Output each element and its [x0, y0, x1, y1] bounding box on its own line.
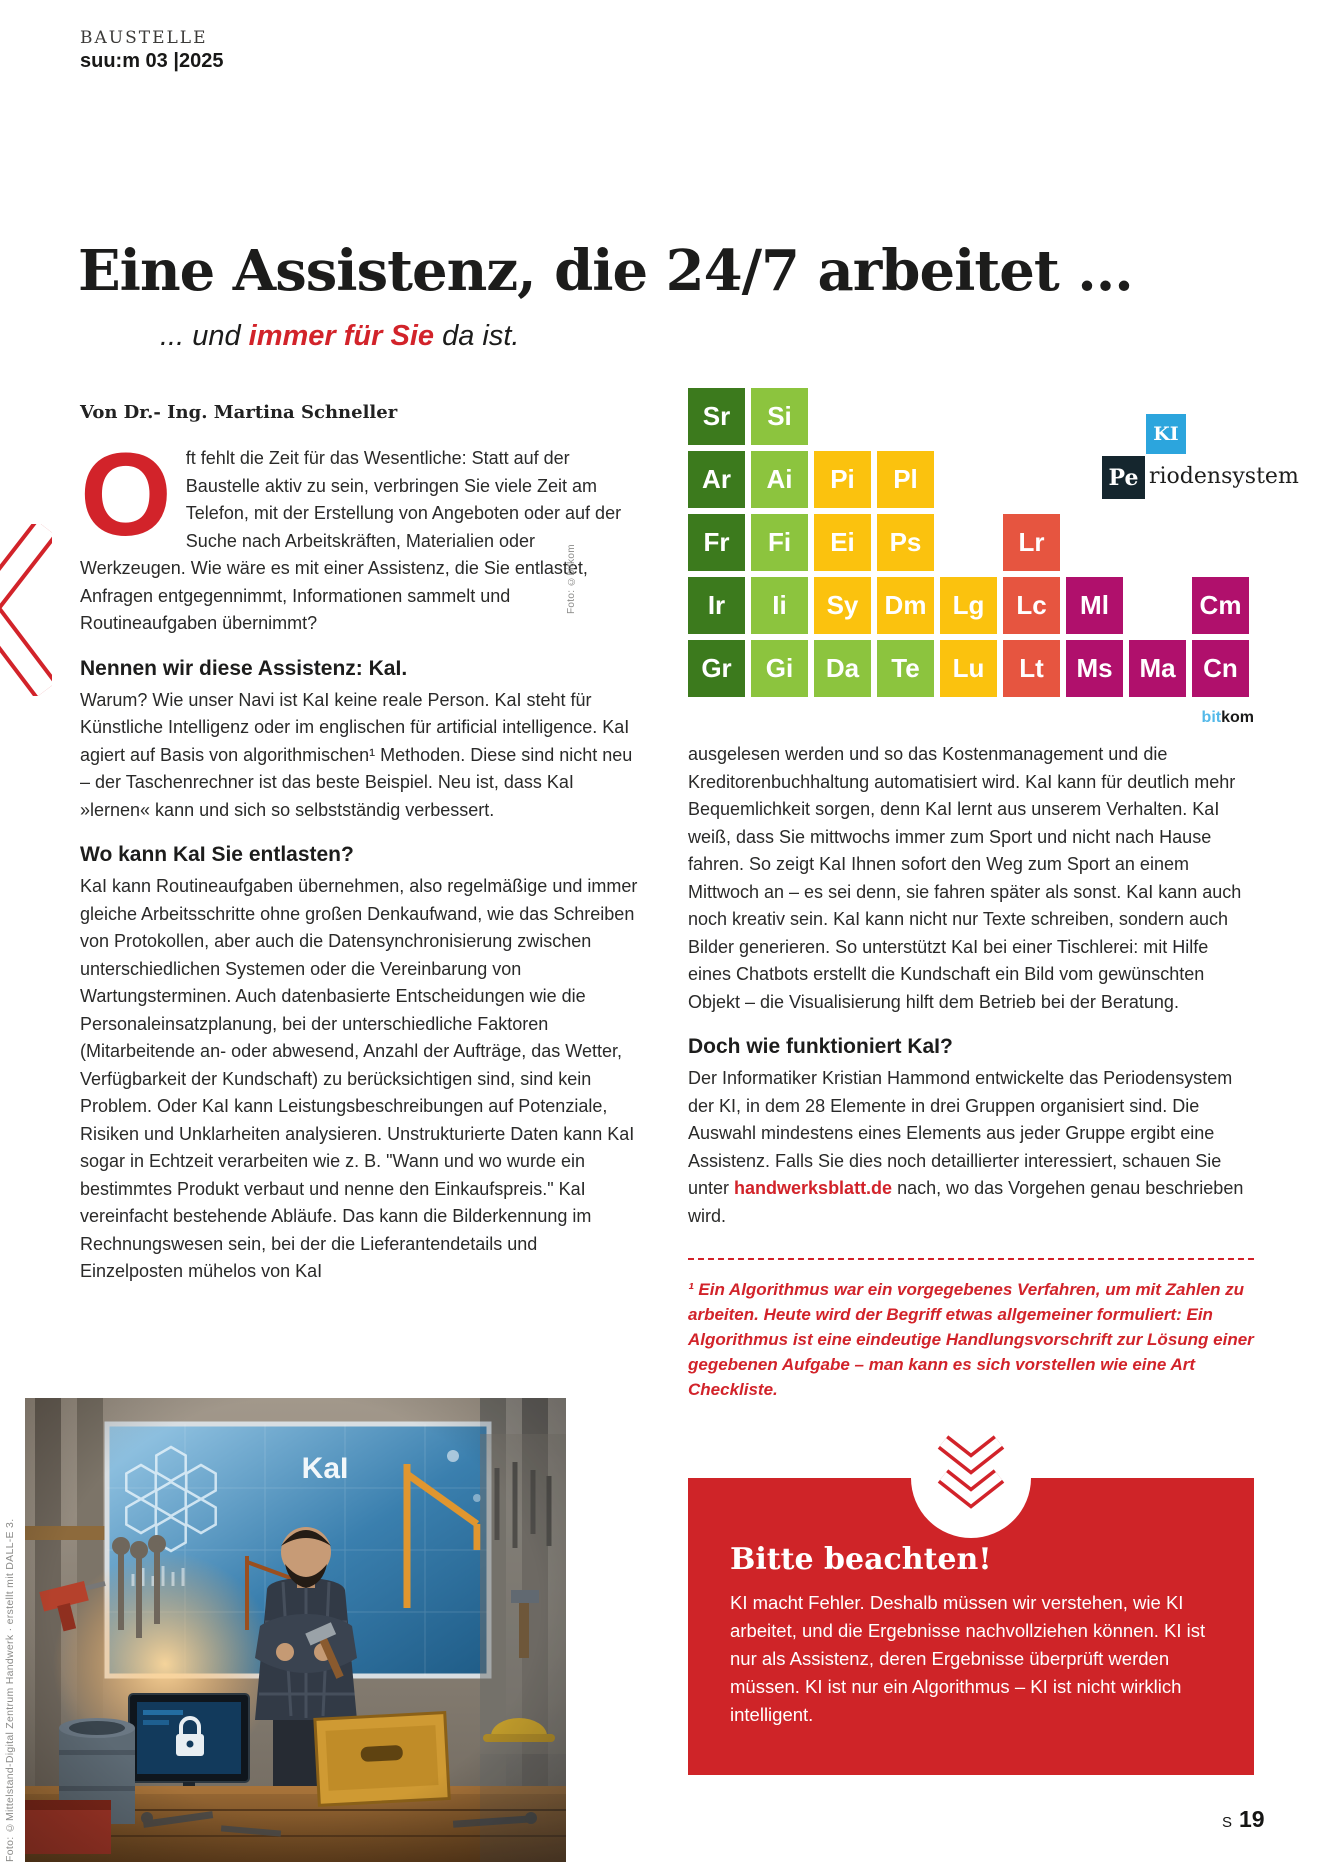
pt-cell-Lr: Lr [1003, 514, 1060, 571]
ki-logo-tile: KI [1146, 414, 1186, 454]
pt-cell-Gr: Gr [688, 640, 745, 697]
funktion-text-after: nach, wo das Vorgehen genau beschrieben wird. [688, 1178, 1244, 1226]
handwerksblatt-link[interactable]: handwerksblatt.de [734, 1178, 893, 1198]
pt-cell-Ir: Ir [688, 577, 745, 634]
workshop-illustration [25, 1398, 566, 1862]
footnote: ¹ Ein Algorithmus war ein vorgegebenes Verfahren, um mit Zahlen zu arbeiten. Heute wird der Begriff etwas allgemeiner formuliert: Ein Algorithmus ist eine eindeutige Handlungsvorschrift zur Lösung einer gegebenen Aufgabe – man kann es sich vorstellen wie eine Art Checkliste. [688, 1280, 1254, 1399]
section-body-funktion [688, 1065, 1254, 1230]
pt-cell-Da: Da [814, 640, 871, 697]
article-subtitle [160, 320, 519, 353]
edge-chevron-left-icon [0, 524, 52, 696]
pt-cell-Ar: Ar [688, 451, 745, 508]
bitkom-photo-credit: Foto: ©bitkom [566, 544, 577, 614]
pt-cell-Ps: Ps [877, 514, 934, 571]
pt-cell-Ml: Ml [1066, 577, 1123, 634]
pt-cell-Lu: Lu [940, 640, 997, 697]
left-column [80, 402, 642, 1286]
pt-cell-Ai: Ai [751, 451, 808, 508]
article-title: Eine Assistenz, die 24/7 arbeitet ... [78, 237, 1133, 304]
subtitle-suffix: da ist. [434, 320, 520, 352]
periodic-table-figure [688, 388, 1299, 727]
pt-cell-Pi: Pi [814, 451, 871, 508]
page-number-prefix: S [1222, 1814, 1233, 1831]
section-body-name-kai: Warum? Wie unser Navi ist KaI keine reale Person. KaI steht für Künstliche Intelligenz oder im englischen für artificial intelligence. KaI agiert auf Basis von algorithmischen¹ Methoden. Diese sind nicht neu – der Taschenrechner ist das beste Beispiel. Neu ist, dass KaI »lernen« kann und sich so selbstständig verbessert. [80, 689, 633, 820]
article-photo [25, 1398, 566, 1862]
continuation-paragraph: ausgelesen werden und so das Kostenmanagement und die Kreditorenbuchhaltung automatisiert wird. KaI kann für deutlich mehr Bequemlichkeit sorgen, denn KaI lernt aus unserem Verhalten. KaI weiß, dass Sie mittwochs immer zum Sport und nicht nach Hause fahren. So zeigt KaI Ihnen sofort den Weg zum Sport an einem Mittwoch an – es sei denn, sie fahren später als sonst. KaI kann auch noch kreativ sein. KaI kann nicht nur Texte schreiben, sondern auch Bilder generieren. So unterstützt KaI bei einer Tischlerei: mit Hilfe eines Chatbots erstellt die Kundschaft ein Bild vom gewünschten Objekt – die Visualisierung hilft dem Betrieb bei der Beratung. [688, 744, 1242, 1012]
pt-cell-Te: Te [877, 640, 934, 697]
pt-cell-Gi: Gi [751, 640, 808, 697]
pt-cell-Si: Si [751, 388, 808, 445]
notice-body: KI macht Fehler. Deshalb müssen wir verstehen, wie KI arbeitet, und die Ergebnisse nachvollziehen können. KI ist nur als Assistenz, deren Ergebnisse überprüft werden müssen. KI ist nur ein Algorithmus – KI ist nicht wirklich intelligent. [730, 1592, 1206, 1725]
pt-cell-Ma: Ma [1129, 640, 1186, 697]
right-column [688, 388, 1299, 1775]
page-number-value: 19 [1239, 1806, 1265, 1832]
footnote-divider [688, 1258, 1254, 1260]
notice-box [688, 1478, 1254, 1775]
pt-cell-Fr: Fr [688, 514, 745, 571]
bitkom-logo-kom: kom [1221, 709, 1254, 726]
pt-cell-Cm: Cm [1192, 577, 1249, 634]
section-body-entlasten: KaI kann Routineaufgaben übernehmen, also regelmäßige und immer gleiche Arbeitsschritte ohne großen Denkaufwand, wie das Schreiben von Protokollen, aber auch die Datensynchronisierung zwischen unterschiedlichen Systemen oder die Vereinbarung von Wartungsterminen. Auch datenbasierte Entscheidungen wie die Personaleinsatzplanung, bei der unterschiedliche Faktoren (Mitarbeitende an- oder abwesend, Anzahl der Aufträge, das Wetter, Verfügbarkeit der Kundschaft) zu berücksichtigen sind, sind kein Problem. Oder KaI kann Leistungsbeschreibungen auf Potenziale, Risiken und Unklarheiten analysieren. Unstrukturierte Daten kann KaI sogar in Echtzeit verarbeiten wie z. B. "Wann und wo wurde ein bestimmtes Produkt verbaut und nenne den Einkaufspreis." KaI vereinfacht bestehende Abläufe. Das kann die Bilderkennung im Rechnungswesen sein, bei der die Lieferantendetails und Einzelposten mühelos von KaI [80, 876, 638, 1281]
pt-cell-Sy: Sy [814, 577, 871, 634]
section-heading-name-kai: Nennen wir diese Assistenz: KaI. [80, 656, 408, 680]
masthead [80, 28, 223, 73]
pt-cell-Sr: Sr [688, 388, 745, 445]
section-heading-entlasten: Wo kann KaI Sie entlasten? [80, 843, 354, 866]
pt-cell-Lt: Lt [1003, 640, 1060, 697]
pt-cell-Cn: Cn [1192, 640, 1249, 697]
subtitle-highlight: immer für Sie [248, 320, 435, 352]
bitkom-logo [688, 709, 1254, 727]
photo-credit: Foto: ©Mittelstand-Digital Zentrum Handwerk · erstellt mit DALL-E 3. [4, 1518, 16, 1862]
page-number [1222, 1806, 1265, 1833]
periodensystem-label: riodensystem [1149, 464, 1299, 489]
bitkom-logo-bit: bit [1201, 709, 1222, 726]
pt-cell-Pl: Pl [877, 451, 934, 508]
pt-cell-Ii: Ii [751, 577, 808, 634]
pt-cell-Ei: Ei [814, 514, 871, 571]
pt-cell-Dm: Dm [877, 577, 934, 634]
intro-text: ft fehlt die Zeit für das Wesentliche: Statt auf der Baustelle aktiv zu sein, verbringen Sie viele Zeit am Telefon, mit der Erstellung von Angeboten oder auf der Suche nach Arbeitskräften, Materialien oder Werkzeugen. Wie wäre es mit einer Assistenz, die Sie entlastet, Anfragen entgegennimmt, Informationen sammelt und Routineaufgaben übernimmt? [80, 448, 622, 633]
double-chevron-down-icon [935, 1432, 1007, 1516]
subtitle-prefix: ... und [160, 320, 249, 352]
notice-heading: Bitte beachten! [730, 1542, 992, 1577]
pt-cell-Lg: Lg [940, 577, 997, 634]
intro-paragraph [80, 429, 642, 638]
funktion-text-before: Der Informatiker Kristian Hammond entwickelte das Periodensystem der KI, in dem 28 Elemente in drei Gruppen organisiert sind. Die Auswahl mindestens eines Elements aus jeder Gruppe ergibt eine Assistenz. Falls Sie dies noch detaillierter interessiert, schauen Sie unter [688, 1068, 1233, 1198]
section-heading-funktion: Doch wie funktioniert KaI? [688, 1035, 953, 1058]
pt-cell-Fi: Fi [751, 514, 808, 571]
pt-cell-Lc: Lc [1003, 577, 1060, 634]
pe-logo-tile: Pe [1102, 456, 1145, 499]
issue-label: suu:m 03 |2025 [80, 50, 224, 72]
byline: Von Dr.- Ing. Martina Schneller [80, 402, 398, 423]
magazine-name: BAUSTELLE [80, 28, 208, 48]
pt-cell-Ms: Ms [1066, 640, 1123, 697]
drop-cap: O [80, 429, 172, 561]
